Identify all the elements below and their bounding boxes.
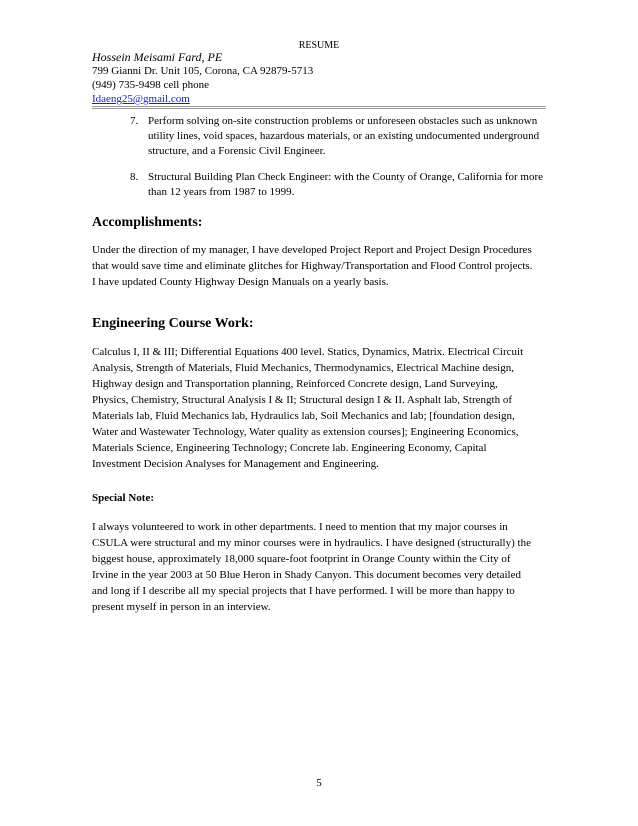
list-item-number: 7. — [130, 115, 139, 127]
list-item-number: 8. — [130, 171, 139, 183]
list-item-text: Structural Building Plan Check Engineer: with the County of Orange, California for more than 12 years from 1987 to 1999. — [148, 171, 543, 198]
list-item-text: Perform solving on-site construction problems or unforeseen obstacles such as unknown utility lines, void spaces, hazardous materials, or an existing undocumented underground structure, and a Forensic Civil Engineer. — [148, 115, 540, 157]
applicant-name: Hossein Meisami Fard, PE — [92, 50, 223, 64]
list-item — [130, 114, 545, 159]
special-note-text: I always volunteered to work in other departments. I need to mention that my major courses in CSULA were structural and my minor courses were in hydraulics. I have designed (structurally) the biggest house, approximately 18,000 square-foot footprint in Orange County within the City of Irvine in the year 2003 at 50 Blue Heron in Shady Canyon. This document becomes very detailed and long if I describe all my special projects that I have performed. I will be more than happy to present myself in person in an interview. — [92, 521, 531, 613]
list-item — [130, 170, 545, 200]
course-work-heading: Engineering Course Work: — [92, 316, 254, 331]
address: 799 Gianni Dr. Unit 105, Corona, CA 92879-5713 — [92, 65, 314, 77]
header-divider — [92, 106, 546, 109]
page-number: 5 — [316, 777, 322, 789]
accomplishments-heading: Accomplishments: — [92, 215, 203, 230]
document-title: RESUME — [298, 40, 340, 51]
email-link[interactable]: Idaeng25@gmail.com — [92, 93, 190, 105]
contact-header — [92, 50, 313, 106]
course-work-text: Calculus I, II & III; Differential Equations 400 level. Statics, Dynamics, Matrix. Electrical Circuit Analysis, Strength of Materials, Fluid Mechanics, Thermodynamics, Electrical Machine design, Highway design and Transportation planning, Reinforced Concrete design, Land Surveying, Physics, Chemistry, Structural Analysis I & II; Structural design I & II. Asphalt lab, Strength of Materials lab, Fluid Mechanics lab, Hydraulics lab, Soil Mechanics and lab; [foundation design, Water and Wastewater Technology, Water quality as extension courses]; Engineering Economics, Materials Science, Engineering Technology; Concrete lab. Engineering Economy, Capital Investment Decision Analyses for Management and Engineering. — [92, 346, 524, 470]
duties-list — [130, 114, 545, 211]
special-note-heading: Special Note: — [92, 492, 155, 504]
accomplishments-text: Under the direction of my manager, I have developed Project Report and Project Design Procedures that would save time and eliminate glitches for Highway/Transportation and Flood Control projects. I have updated County Highway Design Manuals on a yearly basis. — [92, 244, 533, 288]
phone: (949) 735-9498 cell phone — [92, 79, 209, 91]
